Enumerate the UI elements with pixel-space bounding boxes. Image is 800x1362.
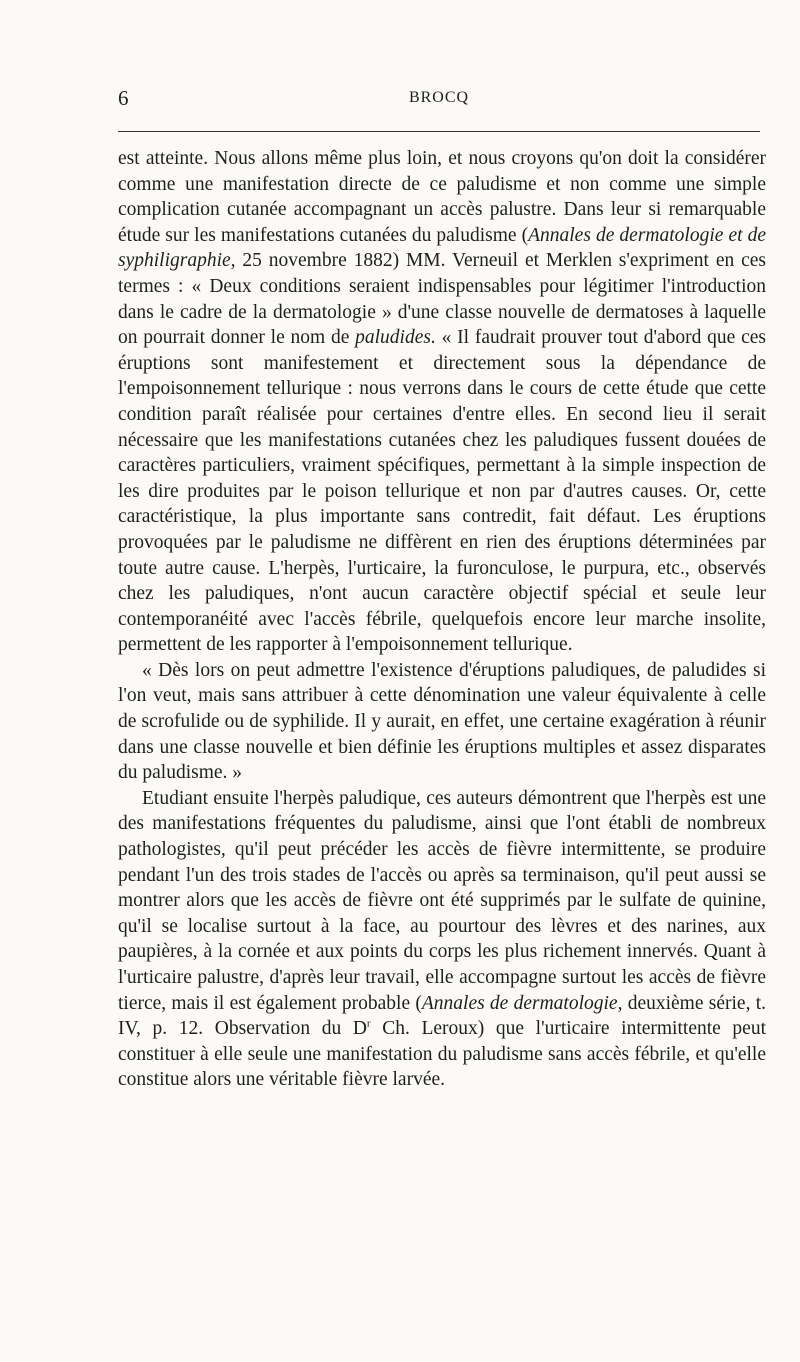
running-head: BROCQ — [408, 89, 470, 106]
paragraph-3: Etudiant ensuite l'herpès paludique, ces auteurs démontrent que l'herpès est une des manifestations fréquentes du paludisme, ainsi que l'ont établi de nombreux pathologistes, qu'il peut précéder les accès de fièvre intermittente, se produire pendant l'un des trois stades de l'accès ou après sa terminaison, qu'il peut aussi se montrer alors que les accès de fièvre ont été supprimés par le sulfate de quinine, qu'il se localise surtout à la face, au pourtour des lèvres et des narines, aux paupières, à la cornée et aux points du corps les plus richement innervés. Quant à l'urticaire palustre, d'après leur travail, elle accompagne surtout les accès de fièvre tierce, mais il est également probable (Annales de dermatologie, deuxième série, t. IV, p. 12. Observation du $D^r$ Ch. Leroux) que l'urticaire intermittente peut constituer à elle seule une manifestation du paludisme sans accès fébrile, et qu'elle constitue alors une véritable fièvre larvée. — [118, 787, 766, 1091]
page-body — [118, 146, 766, 1093]
paragraph-2: « Dès lors on peut admettre l'existence d'éruptions paludiques, de paludides si l'on veut, mais sans attribuer à cette dénomination une valeur équivalente à celle de scrofulide ou de syphilide. Il y aurait, en effet, une certaine exagération à réunir dans une classe nouvelle et bien définie les éruptions multiples et assez disparates du paludisme. » — [118, 659, 766, 784]
paragraph-1: est atteinte. Nous allons même plus loin, et nous croyons qu'on doit la considérer comme une manifestation directe de ce paludisme et non comme une simple complication cutanée accompagnant un accès palustre. Dans leur si remarquable étude sur les manifestations cutanées du paludisme (Annales de dermatologie et de syphiligraphie, 25 novembre 1882) MM. Verneuil et Merklen s'expriment en ces termes : « Deux conditions seraient indispensables pour légitimer l'introduction dans le cadre de la dermatologie » d'une classe nouvelle de dermatoses à laquelle on pourrait donner le nom de paludides. « Il faudrait prouver tout d'abord que ces éruptions sont manifestement et directement sous la dépendance de l'empoisonnement tellurique : nous verrons dans le cours de cette étude que cette condition paraît réalisée pour certaines d'entre elles. En second lieu il serait nécessaire que les manifestations cutanées chez les paludiques fussent douées de caractères particuliers, vraiment spécifiques, permettant à la simple inspection de les dire produites par le poison tellurique et non par d'autres causes. Or, cette caractéristique, la plus importante sans contredit, fait défaut. Les éruptions provoquées par le paludisme ne diffèrent en rien des éruptions déterminées par toute autre cause. L'herpès, l'urticaire, la furonculose, le purpura, etc., observés chez les paludiques, n'ont aucun caractère objectif spécial et seule leur contemporanéité avec l'accès fébrile, quelquefois encore leur marche insolite, permettent de les rapporter à l'empoisonnement tellurique. — [118, 148, 766, 656]
header-rule — [118, 131, 760, 132]
page-header — [118, 86, 760, 116]
page-number: 6 — [118, 86, 129, 110]
